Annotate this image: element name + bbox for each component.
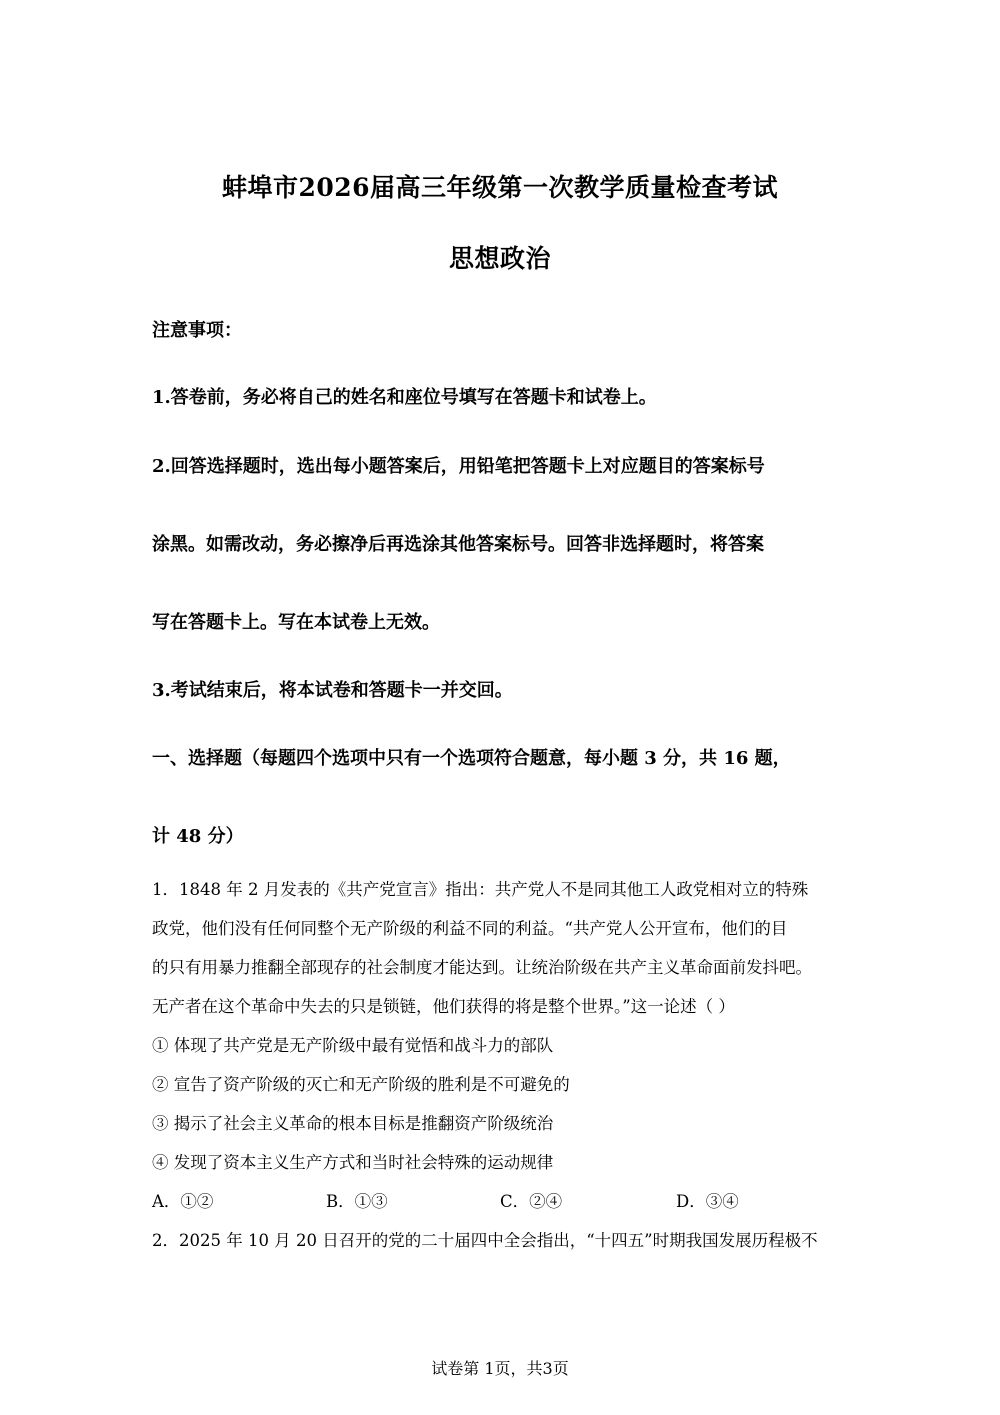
question-1-option-c: C．②④ <box>500 1192 563 1211</box>
question-1-option-b: B．①③ <box>326 1192 388 1211</box>
question-1-statement: ③ 揭示了社会主义革命的根本目标是推翻资产阶级统治 <box>152 1114 554 1133</box>
question-1-text: 政党，他们没有任何同整个无产阶级的利益不同的利益。“共产党人公开宣布，他们的目 <box>152 919 788 938</box>
section-heading-cont: 计 48 分） <box>152 826 244 847</box>
question-1-option-a: A．①② <box>152 1192 214 1211</box>
exam-title: 蚌埠市2026届高三年级第一次教学质量检查考试 <box>221 173 779 202</box>
question-1-option-d: D．③④ <box>676 1192 739 1211</box>
notice-line: 涂黑。如需改动，务必擦净后再选涂其他答案标号。回答非选择题时，将答案 <box>152 534 764 555</box>
notice-line: 1.答卷前，务必将自己的姓名和座位号填写在答题卡和试卷上。 <box>152 387 657 408</box>
question-1-text: 无产者在这个革命中失去的只是锁链，他们获得的将是整个世界。”这一论述（ ） <box>152 997 735 1016</box>
question-1-text: 1．1848 年 2 月发表的《共产党宣言》指出：共产党人不是同其他工人政党相对立的特殊 <box>152 880 809 899</box>
notice-heading: 注意事项： <box>152 320 242 341</box>
question-1-statement: ① 体现了共产党是无产阶级中最有觉悟和战斗力的部队 <box>152 1036 554 1055</box>
question-1-statement: ④ 发现了资本主义生产方式和当时社会特殊的运动规律 <box>152 1153 554 1172</box>
notice-line: 3.考试结束后，将本试卷和答题卡一并交回。 <box>152 680 513 701</box>
question-1-statement: ② 宣告了资产阶级的灭亡和无产阶级的胜利是不可避免的 <box>152 1075 570 1094</box>
section-heading: 一、选择题（每题四个选项中只有一个选项符合题意，每小题 3 分，共 16 题， <box>152 748 791 769</box>
question-1-text: 的只有用暴力推翻全部现存的社会制度才能达到。让统治阶级在共产主义革命面前发抖吧。 <box>152 958 812 977</box>
page-footer: 试卷第 1页，共3页 <box>431 1359 569 1378</box>
question-2-text: 2．2025 年 10 月 20 日召开的党的二十届四中全会指出，“十四五”时期我国发展历程极不 <box>152 1231 818 1250</box>
subject-title: 思想政治 <box>448 244 551 273</box>
notice-line: 2.回答选择题时，选出每小题答案后，用铅笔把答题卡上对应题目的答案标号 <box>152 456 765 477</box>
notice-line: 写在答题卡上。写在本试卷上无效。 <box>152 612 440 633</box>
